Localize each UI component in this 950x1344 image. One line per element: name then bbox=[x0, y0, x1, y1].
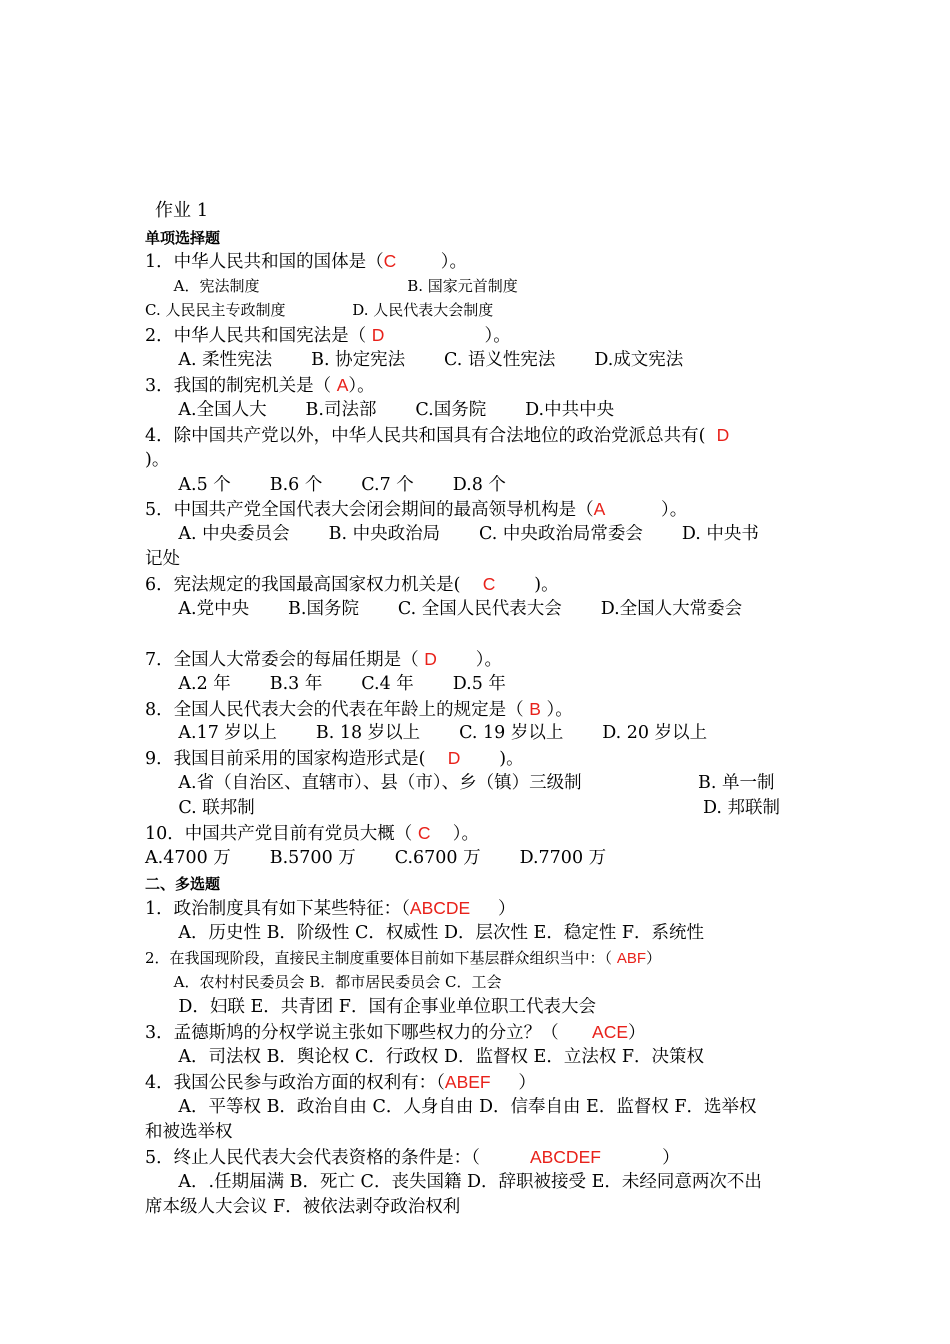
question-6 bbox=[145, 573, 559, 596]
question-text-end: ）。 bbox=[540, 700, 573, 720]
question-text-end: ） bbox=[628, 1023, 646, 1043]
question-text: 1．政治制度具有如下某些特征：（ bbox=[145, 899, 410, 919]
question-4 bbox=[145, 424, 729, 447]
answer-mark: B bbox=[529, 699, 541, 719]
multi-question-2-options-abc: A．农村村民委员会 B．都市居民委员会 C．工会 bbox=[145, 973, 502, 991]
multi-question-5 bbox=[145, 1146, 680, 1169]
question-text-end: )。 bbox=[495, 575, 559, 595]
question-text-end: ）。 bbox=[348, 376, 375, 396]
answer-mark: A bbox=[336, 375, 349, 395]
question-text: 2．在我国现阶段，直接民主制度重要体目前如下基层群众组织当中：（ bbox=[145, 949, 617, 967]
question-text-end: ） bbox=[470, 899, 516, 919]
question-7-options: A.2 年 B.3 年 C.4 年 D.5 年 bbox=[145, 674, 506, 694]
multi-question-5-options-continuation: 席本级人大会议 F．被依法剥夺政治权利 bbox=[145, 1197, 461, 1217]
multi-question-3 bbox=[145, 1021, 646, 1044]
multi-question-4-options-continuation: 和被选举权 bbox=[145, 1122, 233, 1142]
answer-mark: ABEF bbox=[444, 1072, 491, 1092]
question-9-option-c: C. 联邦制 bbox=[145, 798, 255, 818]
question-text: 4．除中国共产党以外，中华人民共和国具有合法地位的政治党派总共有( bbox=[145, 426, 717, 446]
question-9-option-b: B. 单一制 bbox=[698, 773, 775, 793]
question-2 bbox=[145, 324, 511, 347]
question-text: 9．我国目前采用的国家构造形式是( bbox=[145, 749, 448, 769]
question-8 bbox=[145, 698, 573, 721]
question-10-options: A.4700 万 B.5700 万 C.6700 万 D.7700 万 bbox=[145, 848, 607, 868]
answer-mark: D bbox=[447, 748, 461, 768]
question-text: 1．中华人民共和国的国体是（ bbox=[145, 252, 384, 272]
question-text-end: )。 bbox=[460, 749, 524, 769]
question-5-options: A. 中央委员会 B. 中央政治局 C. 中央政治局常委会 D. 中央书 bbox=[145, 524, 759, 544]
question-1-options-cd: C. 人民民主专政制度 D. 人民代表大会制度 bbox=[145, 301, 494, 319]
answer-mark: A bbox=[593, 499, 606, 519]
question-7 bbox=[145, 648, 502, 671]
multi-question-4 bbox=[145, 1071, 536, 1094]
question-text-end: ）。 bbox=[396, 252, 468, 272]
answer-mark: C bbox=[417, 823, 431, 843]
question-text-end: ）。 bbox=[384, 326, 511, 346]
answer-mark: D bbox=[716, 425, 730, 445]
section-heading-single-choice: 单项选择题 bbox=[145, 229, 221, 247]
multi-question-1-options: A．历史性 B．阶级性 C．权威性 D．层次性 E．稳定性 F．系统性 bbox=[145, 923, 705, 943]
question-text: 8．全国人民代表大会的代表在年龄上的规定是（ bbox=[145, 700, 530, 720]
question-9-option-a: A.省（自治区、直辖市）、县（市）、乡（镇）三级制 bbox=[145, 773, 582, 793]
answer-mark: D bbox=[371, 325, 385, 345]
question-1-options-ab: A．宪法制度 B. 国家元首制度 bbox=[145, 277, 518, 295]
answer-mark: ACE bbox=[592, 1022, 628, 1042]
question-text-end: ）。 bbox=[436, 650, 503, 670]
answer-mark: C bbox=[482, 574, 496, 594]
answer-mark: C bbox=[383, 251, 397, 271]
question-8-options: A.17 岁以上 B. 18 岁以上 C. 19 岁以上 D. 20 岁以上 bbox=[145, 723, 708, 743]
answer-mark: ABF bbox=[616, 950, 647, 967]
answer-mark: ABCDE bbox=[409, 898, 471, 918]
question-text: 10．中国共产党目前有党员大概（ bbox=[145, 824, 418, 844]
question-text-end: ） bbox=[490, 1073, 536, 1093]
question-4-continuation: )。 bbox=[145, 450, 170, 470]
question-text: 6．宪法规定的我国最高国家权力机关是( bbox=[145, 575, 483, 595]
question-3 bbox=[145, 374, 375, 397]
question-9 bbox=[145, 747, 524, 770]
question-text: 5．终止人民代表大会代表资格的条件是：（ bbox=[145, 1148, 530, 1168]
section-heading-multi-choice: 二、多选题 bbox=[145, 875, 221, 893]
answer-mark: ABCDEF bbox=[529, 1147, 601, 1167]
question-text-end: ）。 bbox=[605, 500, 688, 520]
multi-question-2-options-def: D．妇联 E．共青团 F．国有企事业单位职工代表大会 bbox=[145, 997, 596, 1017]
multi-question-4-options: A．平等权 B．政治自由 C．人身自由 D．信奉自由 E．监督权 F．选举权 bbox=[145, 1097, 757, 1117]
question-9-option-d: D. 邦联制 bbox=[703, 798, 781, 818]
answer-mark: D bbox=[424, 649, 437, 669]
multi-question-5-options: A．.任期届满 B．死亡 C．丧失国籍 D．辞职被接受 E．未经同意两次不出 bbox=[145, 1172, 762, 1192]
question-text-end: ） bbox=[600, 1148, 680, 1168]
question-text: 2．中华人民共和国宪法是（ bbox=[145, 326, 372, 346]
multi-question-1 bbox=[145, 897, 516, 920]
question-3-options: A.全国人大 B.司法部 C.国务院 D.中共中央 bbox=[145, 400, 615, 420]
doc-title: 作业 1 bbox=[155, 200, 209, 221]
question-text: 7．全国人大常委会的每届任期是（ bbox=[145, 650, 425, 670]
question-1 bbox=[145, 250, 467, 273]
question-4-options: A.5 个 B.6 个 C.7 个 D.8 个 bbox=[145, 475, 506, 495]
multi-question-2 bbox=[145, 947, 661, 970]
question-text: 3．孟德斯鸠的分权学说主张如下哪些权力的分立？（ bbox=[145, 1023, 593, 1043]
question-text: 3．我国的制宪机关是（ bbox=[145, 376, 337, 396]
question-text-end: ） bbox=[646, 949, 662, 967]
question-6-options: A.党中央 B.国务院 C. 全国人民代表大会 D.全国人大常委会 bbox=[145, 599, 743, 619]
question-text-end: ）。 bbox=[430, 824, 479, 844]
question-5 bbox=[145, 498, 687, 521]
multi-question-3-options: A．司法权 B．舆论权 C．行政权 D．监督权 E．立法权 F．决策权 bbox=[145, 1047, 705, 1067]
question-5-options-continuation: 记处 bbox=[145, 549, 180, 569]
question-10 bbox=[145, 822, 479, 845]
question-2-options: A. 柔性宪法 B. 协定宪法 C. 语义性宪法 D.成文宪法 bbox=[145, 350, 684, 370]
question-text: 4．我国公民参与政治方面的权利有：（ bbox=[145, 1073, 445, 1093]
question-text: 5．中国共产党全国代表大会闭会期间的最高领导机构是（ bbox=[145, 500, 594, 520]
